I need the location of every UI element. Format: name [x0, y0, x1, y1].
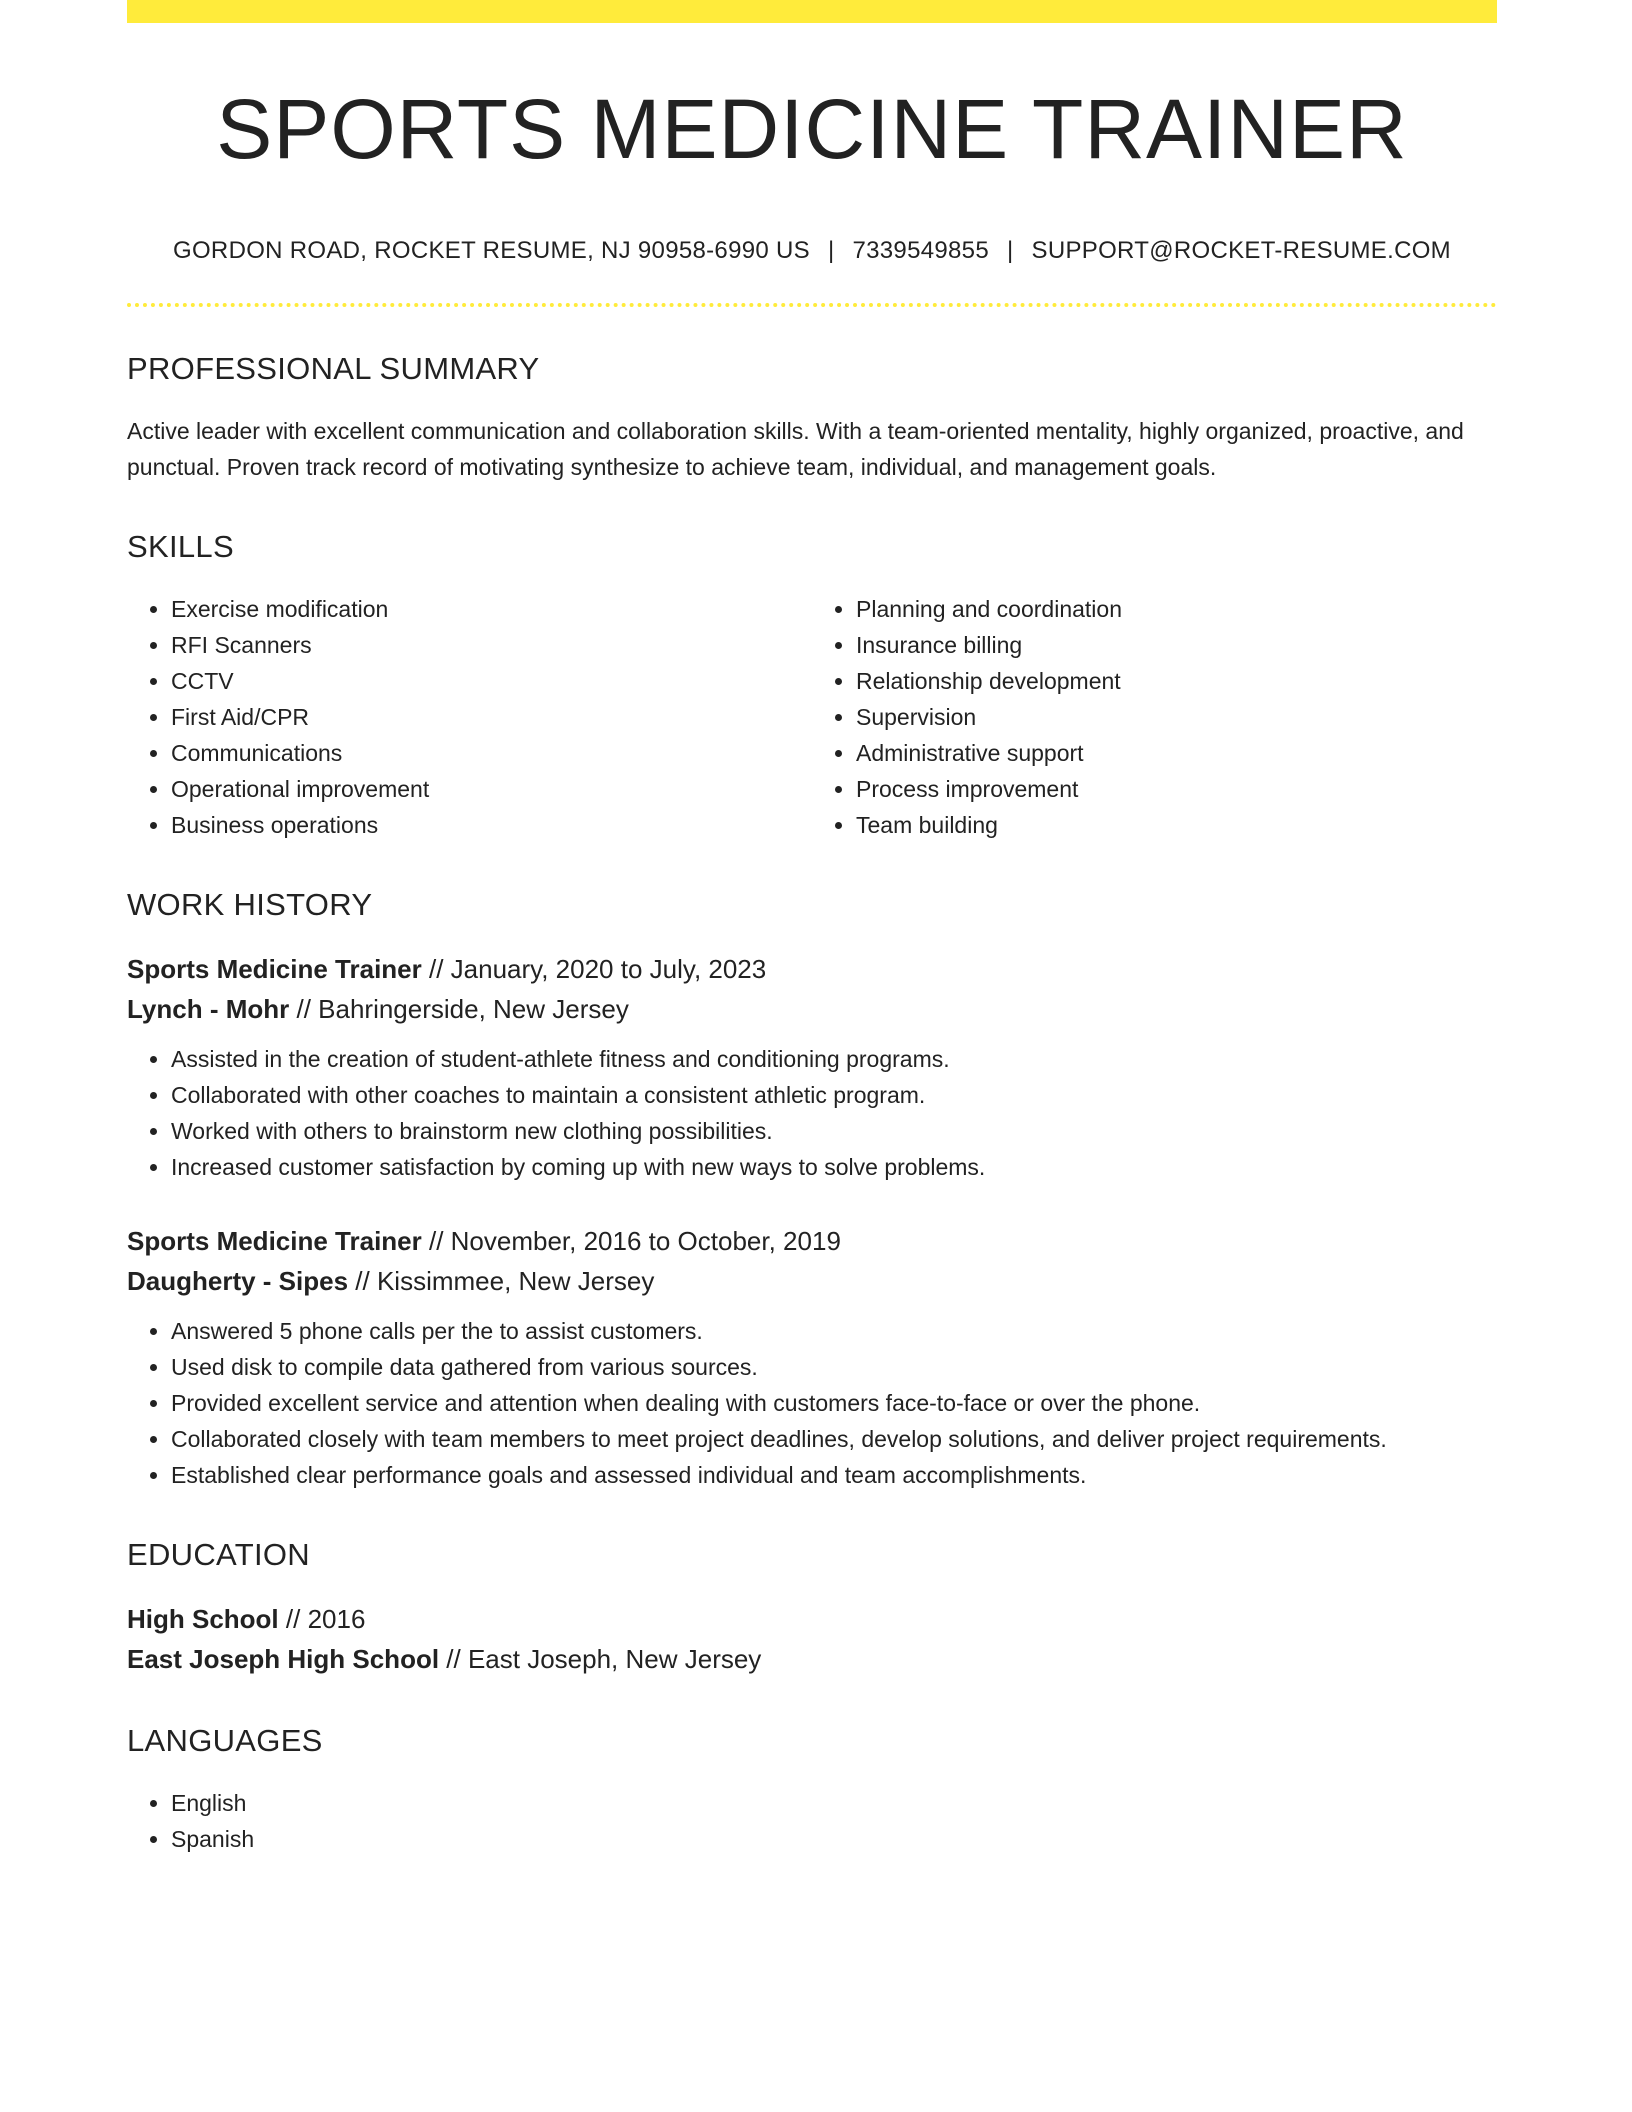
- resume-page: [127, 0, 1497, 1857]
- education-school-line: [127, 1639, 1497, 1679]
- skill-item: • First Aid/CPR: [171, 699, 812, 735]
- job-company: Daugherty - Sipes: [127, 1266, 349, 1297]
- skills-heading: SKILLS: [127, 529, 234, 565]
- summary-heading: PROFESSIONAL SUMMARY: [127, 351, 540, 387]
- education-entry: [127, 1599, 1497, 1679]
- job-title-line: [127, 1221, 1497, 1261]
- language-item: • Spanish: [171, 1821, 1497, 1857]
- work-history-heading: WORK HISTORY: [127, 887, 373, 923]
- job-entry: [127, 1221, 1497, 1493]
- job-company-line: [127, 989, 1497, 1029]
- education-year: // 2016: [278, 1604, 366, 1635]
- job-entry: [127, 949, 1497, 1185]
- job-title: Sports Medicine Trainer: [127, 954, 422, 985]
- skill-item: • Relationship development: [856, 663, 1497, 699]
- languages-heading: LANGUAGES: [127, 1723, 323, 1759]
- skill-item: • Process improvement: [856, 771, 1497, 807]
- job-bullet: • Collaborated closely with team members to meet project deadlines, develop solutions, and deliver project requirements.: [171, 1421, 1497, 1457]
- job-location: // Bahringerside, New Jersey: [289, 994, 629, 1025]
- education-school: East Joseph High School: [127, 1644, 440, 1675]
- job-title: Sports Medicine Trainer: [127, 1226, 422, 1257]
- dotted-divider: [127, 303, 1497, 307]
- language-item: • English: [171, 1785, 1497, 1821]
- skill-item: • Insurance billing: [856, 627, 1497, 663]
- education-degree-line: [127, 1599, 1497, 1639]
- job-bullet: • Worked with others to brainstorm new clothing possibilities.: [171, 1113, 1497, 1149]
- job-company: Lynch - Mohr: [127, 994, 290, 1025]
- job-title-line: [127, 949, 1497, 989]
- education-degree: High School: [127, 1604, 279, 1635]
- skills-list-left: [127, 591, 812, 843]
- job-dates: // November, 2016 to October, 2019: [421, 1226, 841, 1257]
- skills-list-right: [812, 591, 1497, 843]
- accent-top-bar: [127, 0, 1497, 23]
- job-bullets: [127, 1313, 1497, 1493]
- skill-item: • Planning and coordination: [856, 591, 1497, 627]
- contact-line: [127, 237, 1497, 265]
- contact-separator: |: [1006, 237, 1014, 265]
- job-bullet: • Assisted in the creation of student-athlete fitness and conditioning programs.: [171, 1041, 1497, 1077]
- skill-item: • Supervision: [856, 699, 1497, 735]
- job-bullet: • Used disk to compile data gathered from various sources.: [171, 1349, 1497, 1385]
- languages-section: [127, 1785, 1497, 1857]
- skill-item: • Team building: [856, 807, 1497, 843]
- job-company-line: [127, 1261, 1497, 1301]
- summary-text: Active leader with excellent communication and collaboration skills. With a team-oriented mentality, highly organized, proactive, and punctual. Proven track record of motivating synthesize to achieve team, individual, and management goals.: [127, 418, 1464, 481]
- skill-item: • Exercise modification: [171, 591, 812, 627]
- skills-columns: [127, 591, 1497, 843]
- job-bullet: • Established clear performance goals and assessed individual and team accomplishments.: [171, 1457, 1497, 1493]
- education-location: // East Joseph, New Jersey: [439, 1644, 762, 1675]
- contact-separator: |: [827, 237, 835, 265]
- job-dates: // January, 2020 to July, 2023: [421, 954, 767, 985]
- contact-email: SUPPORT@ROCKET-RESUME.COM: [1031, 237, 1451, 265]
- languages-list: [127, 1785, 1497, 1857]
- skill-item: • Business operations: [171, 807, 812, 843]
- contact-phone: 7339549855: [852, 237, 989, 265]
- job-location: // Kissimmee, New Jersey: [348, 1266, 655, 1297]
- job-bullet: • Increased customer satisfaction by coming up with new ways to solve problems.: [171, 1149, 1497, 1185]
- education-heading: EDUCATION: [127, 1537, 310, 1573]
- contact-address: GORDON ROAD, ROCKET RESUME, NJ 90958-6990 US: [173, 237, 810, 265]
- job-bullet: • Answered 5 phone calls per the to assist customers.: [171, 1313, 1497, 1349]
- skill-item: • Communications: [171, 735, 812, 771]
- job-bullets: [127, 1041, 1497, 1185]
- job-bullet: • Collaborated with other coaches to maintain a consistent athletic program.: [171, 1077, 1497, 1113]
- skill-item: • Administrative support: [856, 735, 1497, 771]
- skill-item: • Operational improvement: [171, 771, 812, 807]
- resume-title: SPORTS MEDICINE TRAINER: [216, 82, 1408, 176]
- skill-item: • RFI Scanners: [171, 627, 812, 663]
- skill-item: • CCTV: [171, 663, 812, 699]
- job-bullet: • Provided excellent service and attention when dealing with customers face-to-face or over the phone.: [171, 1385, 1497, 1421]
